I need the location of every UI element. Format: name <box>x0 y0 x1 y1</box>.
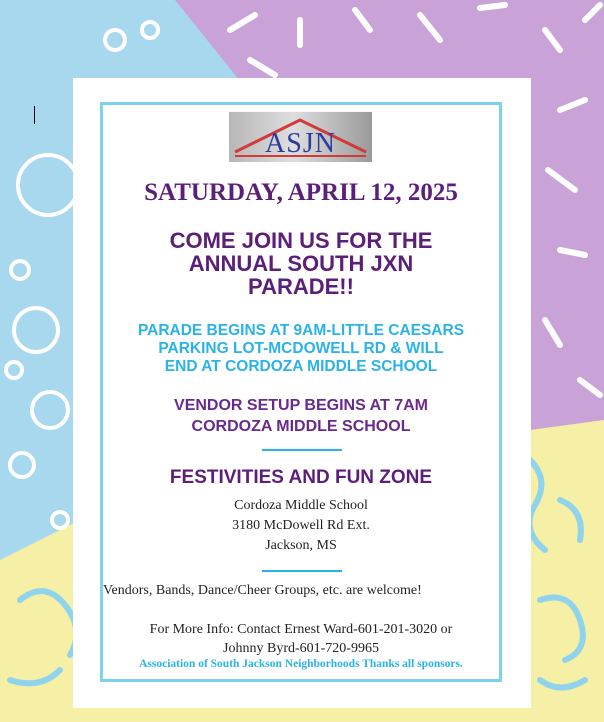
headline-line: COME JOIN US FOR THE <box>169 228 433 253</box>
route-line: PARADE BEGINS AT 9AM-LITTLE CAESARS <box>137 322 465 339</box>
contact-line: Johnny Byrd-601-720-9965 <box>223 641 379 656</box>
headline-line: ANNUAL SOUTH JXN <box>188 251 414 276</box>
headline <box>100 229 502 298</box>
asjn-logo <box>229 112 372 162</box>
section-divider <box>262 449 342 451</box>
parade-route <box>100 322 502 376</box>
venue-address <box>100 496 502 556</box>
contact-line: For More Info: Contact Ernest Ward-601-201-3020 or <box>149 622 453 637</box>
address-line: Cordoza Middle School <box>234 498 368 513</box>
welcome-note: Vendors, Bands, Dance/Cheer Groups, etc. are welcome! <box>103 583 422 598</box>
vendor-line: VENDOR SETUP BEGINS AT 7AM <box>174 397 428 414</box>
headline-line: PARADE!! <box>248 274 354 299</box>
festivities-heading: FESTIVITIES AND FUN ZONE <box>169 467 433 488</box>
event-date: SATURDAY, APRIL 12, 2025 <box>144 179 458 206</box>
vendor-line: CORDOZA MIDDLE SCHOOL <box>191 418 411 435</box>
vendor-setup <box>100 395 502 437</box>
route-line: PARKING LOT-MCDOWELL RD & WILL <box>158 340 444 357</box>
section-divider <box>262 570 342 572</box>
route-line: END AT CORDOZA MIDDLE SCHOOL <box>164 358 438 375</box>
text-cursor <box>34 106 35 124</box>
address-line: 3180 McDowell Rd Ext. <box>232 518 370 533</box>
address-line: Jackson, MS <box>265 538 337 553</box>
sponsor-thanks: Association of South Jackson Neighborhoods Thanks all sponsors. <box>139 658 463 670</box>
logo-text: ASJN <box>265 128 336 159</box>
contact-info <box>100 620 502 658</box>
